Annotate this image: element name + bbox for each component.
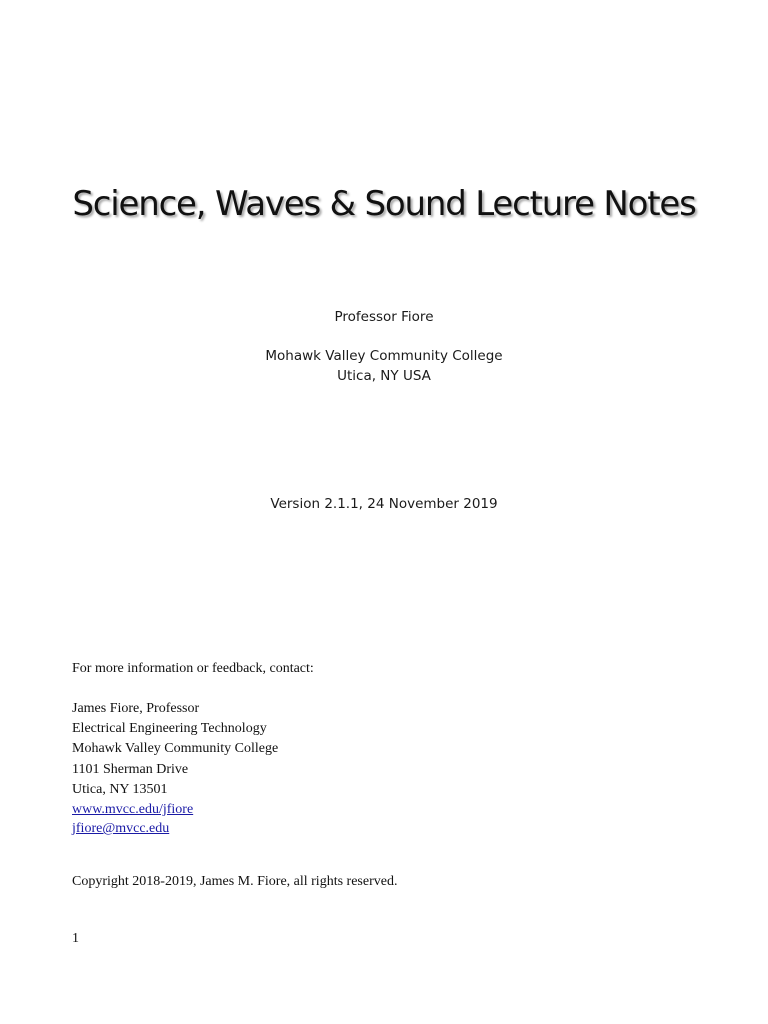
email-link[interactable]: jfiore@mvcc.edu xyxy=(72,821,170,837)
contact-street: 1101 Sherman Drive xyxy=(72,761,189,777)
contact-college: Mohawk Valley Community College xyxy=(72,741,279,757)
copyright-notice: Copyright 2018-2019, James M. Fiore, all rights reserved. xyxy=(72,874,398,889)
page-number: 1 xyxy=(72,931,79,946)
contact-name: James Fiore, Professor xyxy=(72,701,200,716)
contact-address-block xyxy=(72,699,278,837)
website-link[interactable]: www.mvcc.edu/jfiore xyxy=(72,802,194,818)
contact-city: Utica, NY 13501 xyxy=(72,781,168,797)
contact-department: Electrical Engineering Technology xyxy=(72,721,267,737)
version-line: Version 2.1.1, 24 November 2019 xyxy=(270,496,498,512)
document-title: Science, Waves & Sound Lecture Notes xyxy=(72,184,696,224)
author-line: Professor Fiore xyxy=(334,309,434,325)
contact-intro: For more information or feedback, contact: xyxy=(72,661,314,676)
location-line: Utica, NY USA xyxy=(337,368,431,384)
institution-line: Mohawk Valley Community College xyxy=(265,348,503,364)
